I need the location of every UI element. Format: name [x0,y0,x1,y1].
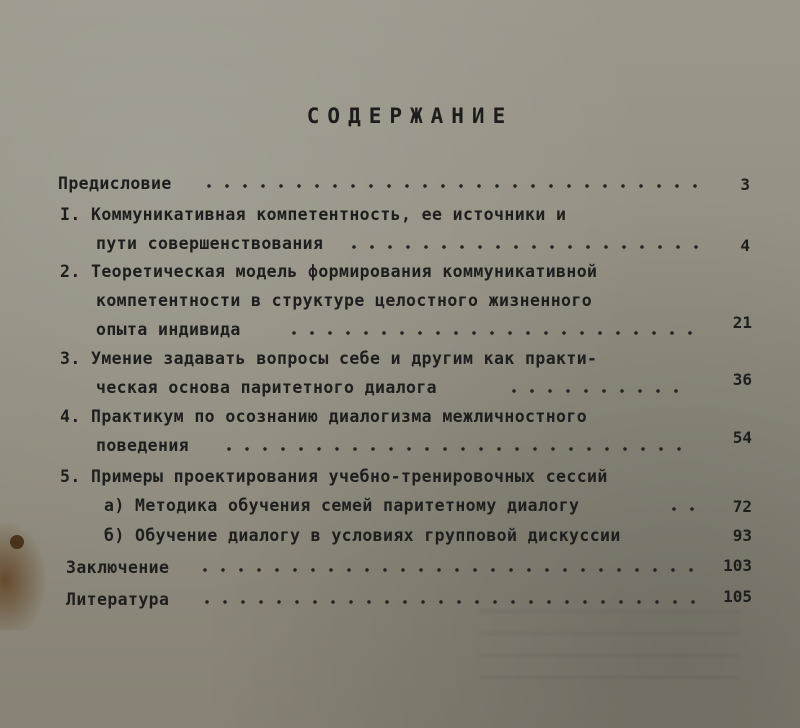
toc-entry-ch3-line2: ческая основа паритетного диалога [96,378,438,397]
toc-leader-dots [665,507,699,511]
toc-page-number: 4 [740,236,750,255]
toc-entry-ch3-line1: 3. Умение задавать вопросы себе и другим как практи- [60,349,598,368]
toc-entry-ch2-line2: компетентности в структуре целостного жизненного [96,291,593,310]
toc-entry-ch2-line3: опыта индивида [96,320,241,339]
toc-leader-dots [220,447,690,451]
toc-page-number: 93 [732,526,752,545]
toc-page-number: 105 [723,587,752,606]
toc-page-number: 36 [732,370,752,389]
toc-entry-ch2-line1: 2. Теоретическая модель формирования коммуникативной [60,262,598,281]
toc-leader-dots [285,331,695,335]
toc-entry-ch1-line2: пути совершенствования [96,234,324,253]
toc-leader-dots [196,568,696,572]
toc-leader-dots [198,600,696,604]
toc-page-number: 21 [732,313,752,332]
toc-title: СОДЕРЖАНИЕ [306,104,514,128]
toc-entry-literature-label: Литература [66,590,170,609]
toc-entry-preface-label: Предисловие [58,174,172,193]
toc-page-number: 54 [732,428,752,447]
toc-page-number: 3 [740,175,750,194]
toc-page-number: 72 [732,497,752,516]
toc-entry-ch5b-label: б) Обучение диалогу в условиях групповой дискуссии [104,526,621,545]
toc-entry-conclusion-label: Заключение [66,558,170,577]
toc-leader-dots [505,389,690,393]
toc-entry-ch4-line1: 4. Практикум по осознанию диалогизма межличностного [60,407,588,426]
toc-entry-ch5-line1: 5. Примеры проектирования учебно-тренировочных сессий [60,467,608,486]
toc-leader-dots [200,184,700,188]
toc-entry-ch5a-label: а) Методика обучения семей паритетному диалогу [104,496,580,515]
toc-entry-ch4-line2: поведения [96,436,190,455]
toc-page-number: 103 [723,556,752,575]
toc-entry-ch1-line1: I. Коммуникативная компетентность, ее источники и [60,205,567,224]
toc-leader-dots [345,245,700,249]
